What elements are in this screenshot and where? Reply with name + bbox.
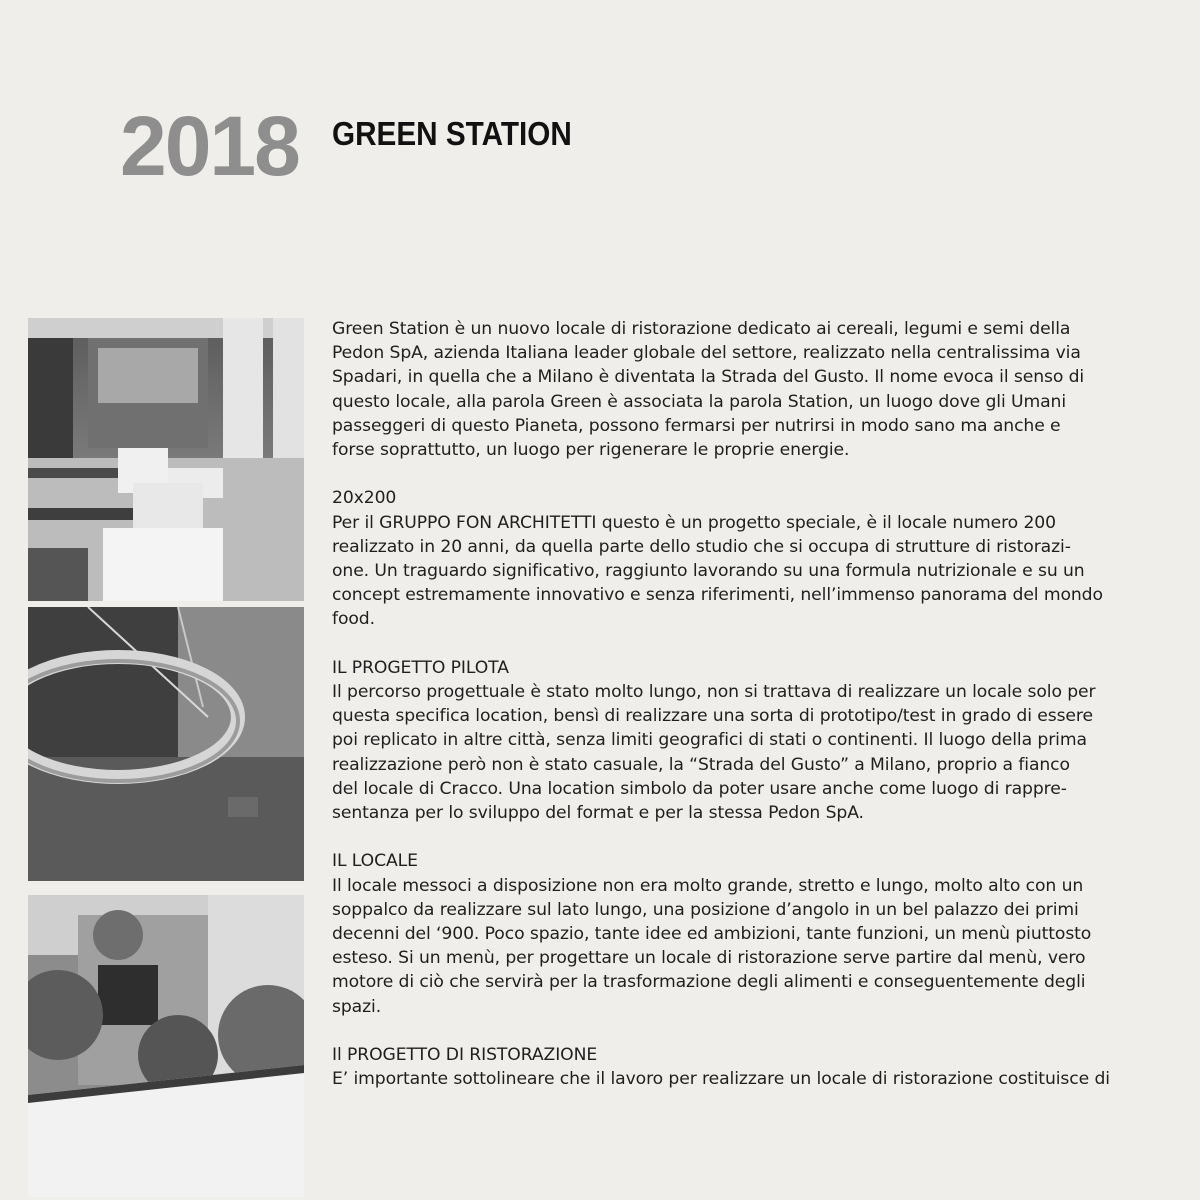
photo-ring-lamp (28, 607, 304, 881)
body-line: realizzato in 20 anni, da quella parte dello studio che si occupa di strutture di ristorazi- (332, 536, 1071, 557)
intro-line: questo locale, alla parola Green è associata la parola Station, un luogo dove gli Umani (332, 391, 1067, 412)
body-line: food. (332, 609, 375, 630)
intro-line: passeggeri di questo Pianeta, possono fermarsi per nutrirsi in modo sano ma anche e (332, 415, 1061, 436)
body-line: decenni del ‘900. Poco spazio, tante idee ed ambizioni, tante funzioni, un menù piuttosto (332, 924, 1092, 945)
intro-line: Pedon SpA, azienda Italiana leader globale del settore, realizzato nella centralissima via (332, 343, 1081, 364)
body-line: realizzazione però non è stato casuale, la “Strada del Gusto” a Milano, proprio a fianco (332, 754, 1070, 775)
section-heading-20x200: 20x200 (332, 488, 397, 509)
body-line: Per il GRUPPO FON ARCHITETTI questo è un progetto speciale, è il locale numero 200 (332, 512, 1056, 533)
section-heading-progetto-pilota: IL PROGETTO PILOTA (332, 657, 509, 678)
photo-restaurant-interior (28, 318, 304, 601)
intro-line: Green Station è un nuovo locale di ristorazione dedicato ai cereali, legumi e semi della (332, 319, 1071, 339)
year-heading: 2018 (120, 99, 299, 193)
body-line: concept estremamente innovativo e senza riferimenti, nell’immenso panorama del mondo (332, 585, 1103, 606)
body-line: E’ importante sottolineare che il lavoro per realizzare un locale di ristorazione costituisce di (332, 1069, 1110, 1090)
body-line: Il locale messoci a disposizione non era molto grande, stretto e lungo, molto alto con un (332, 875, 1084, 896)
body-line: soppalco da realizzare sul lato lungo, una posizione d’angolo in un bel palazzo dei primi (332, 899, 1079, 920)
body-line: motore di ciò che servirà per la trasformazione degli alimenti e conseguentemente degli (332, 972, 1086, 993)
body-line: one. Un traguardo significativo, raggiunto lavorando su una formula nutrizionale e su un (332, 561, 1085, 582)
body-line: poi replicato in altre città, senza limiti geografici di stati o continenti. Il luogo della prima (332, 730, 1087, 751)
section-heading-ristorazione: Il PROGETTO DI RISTORAZIONE (332, 1045, 598, 1066)
section-heading-il-locale: IL LOCALE (332, 851, 418, 872)
photo-planters (28, 895, 304, 1197)
body-line: spazi. (332, 996, 382, 1017)
page-title: GREEN STATION (332, 115, 572, 152)
body-line: questa specifica location, bensì di realizzare una sorta di prototipo/test in grado di essere (332, 706, 1093, 727)
intro-line: Spadari, in quella che a Milano è diventata la Strada del Gusto. Il nome evoca il senso di (332, 367, 1085, 388)
body-line: sentanza per lo sviluppo del format e per la stessa Pedon SpA. (332, 803, 864, 824)
body-line: del locale di Cracco. Una location simbolo da poter usare anche come luogo di rappre- (332, 778, 1067, 799)
body-line: Il percorso progettuale è stato molto lungo, non si trattava di realizzare un locale solo per (332, 682, 1096, 703)
body-line: esteso. Si un menù, per progettare un locale di ristorazione serve partire dal menù, vero (332, 948, 1086, 969)
intro-line: forse soprattutto, un luogo per rigenerare le proprie energie. (332, 440, 850, 461)
article-body (332, 317, 1177, 1091)
